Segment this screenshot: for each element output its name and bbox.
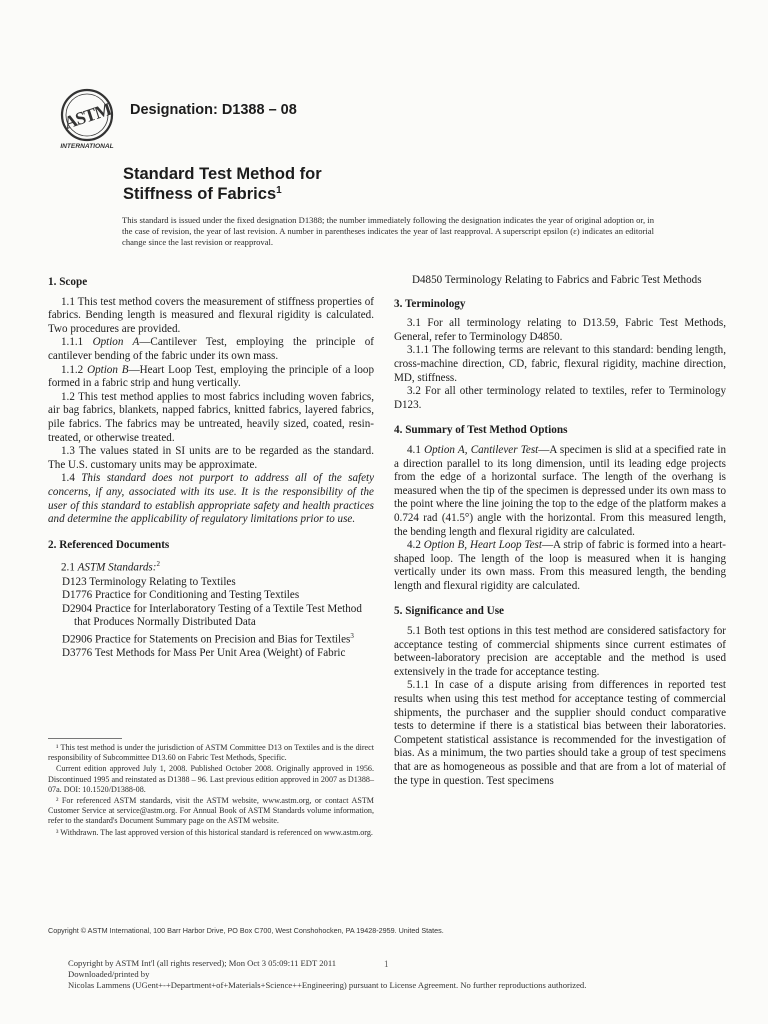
paragraph-2-1 [48,558,374,575]
option-label: Option B [87,363,129,376]
title-line-1: Standard Test Method for [123,165,322,183]
para-text: —A strip of fabric is formed into a heart-shaped loop. The length of the loop is measured when it is hanging vertically under its own mass. From this measured length, the bending length and flexural rigidity are calculated. [394,539,726,592]
reference-item: D2904 Practice for Interlaboratory Testing of a Textile Test Method that Produces Normally Distributed Data [62,602,362,629]
paragraph-1-2: 1.2 This test method applies to most fabrics including woven fabrics, air bag fabrics, blankets, napped fabrics, knitted fabrics, layered fabrics, pile fabrics. The fabrics may be untreated, heavily sized, coated, resin-treated, or otherwise treated. [48,390,374,444]
designation-text: Designation: D1388 – 08 [130,102,297,118]
option-label: Option B, Heart Loop Test [423,539,542,552]
footnote: ³ Withdrawn. The last approved version of this historical standard is referenced on www.astm.org. [56,827,373,837]
section-heading-significance: 5. Significance and Use [394,605,505,618]
right-column [394,274,726,788]
section-heading-terminology: 3. Terminology [394,297,466,310]
option-label: Option A, Cantilever Test [424,443,539,456]
footnotes [48,738,374,839]
download-line: Downloaded/printed by [68,969,150,979]
section-heading-summary: 4. Summary of Test Method Options [394,424,568,437]
paragraph-5-1-1: 5.1.1 In case of a dispute arising from differences in reported test results when using this test method for acceptance testing of commercial shipments, the purchaser and the supplier should conduct comparative tests to determine if there is a statistical bias between their laboratories. Competent statistical assistance is recommended for the investigation of bias. As a minimum, the two parties should take a group of test specimens that are as homogeneous as possible and that are from a lot of material of the type in question. Test specimens [394,679,726,787]
paragraph-4-1 [394,444,726,539]
reference-text: D2906 Practice for Statements on Precision and Bias for Textiles [62,633,351,646]
para-number: 1.1.2 [61,363,88,376]
footnote: Current edition approved July 1, 2008. Published October 2008. Originally approved in 1956. Discontinued 1995 and reinstated as D1388 – 96. Last previous edition approved in 2007 as D1388–07a. DOI: 10.1520/D1388-08. [48,764,374,794]
para-number: 4.2 [407,539,424,552]
title-footnote-mark: 1 [276,185,282,196]
issue-note: This standard is issued under the fixed designation D1388; the number immediately following the designation indicates the year of original adoption or, in the case of revision, the year of last revision. A number in parentheses indicates the year of last reapproval. A superscript epsilon (ε) indicates an editorial change since the last revision or reapproval. [122,215,654,247]
logo-subtext: INTERNATIONAL [60,143,114,150]
reference-item [48,630,374,647]
paragraph-1-1: 1.1 This test method covers the measurement of stiffness properties of fabrics. Bending length is measured and flexural rigidity is calculated. Two procedures are provided. [48,295,374,335]
footnote-divider [48,738,122,739]
copyright-line: Copyright © ASTM International, 100 Barr Harbor Drive, PO Box C700, West Conshohocken, PA 19428-2959. United States. [48,926,444,935]
paragraph-1-3: 1.3 The values stated in SI units are to be regarded as the standard. The U.S. customary units may be approximate. [48,445,374,471]
paragraph-3-1: 3.1 For all terminology relating to D13.59, Fabric Test Methods, General, refer to Terminology D4850. [394,317,726,343]
para-number: 4.1 [407,443,425,456]
paragraph-3-2: 3.2 For all other terminology related to textiles, refer to Terminology D123. [394,385,726,411]
document-title [123,164,322,204]
reference-item: D1776 Practice for Conditioning and Testing Textiles [62,589,300,602]
para-text: —Heart Loop Test, employing the principle of a loop formed in a fabric strip and hung vertically. [48,363,374,390]
download-line: Copyright by ASTM Int'l (all rights reserved); Mon Oct 3 05:09:11 EDT 2011 [68,958,337,968]
para-number: 2.1 [61,561,78,574]
footnote: ¹ This test method is under the jurisdiction of ASTM Committee D13 on Textiles and is the direct responsibility of Subcommittee D13.60 on Fabric Test Methods, Specific. [48,743,374,763]
paragraph-1-4 [48,472,374,526]
paragraph-5-1: 5.1 Both test options in this test method are considered satisfactory for acceptance testing of commercial shipments since current estimates of between-laboratory precision are acceptable and the method is used extensively in the trade for acceptance testing. [394,625,726,678]
option-label: Option A [92,336,140,349]
title-line-2 [123,184,322,204]
astm-logo-icon [54,84,120,150]
title-line-2-text: Stiffness of Fabrics [123,185,277,203]
footnote-mark: 2 [156,560,160,569]
download-line: Nicolas Lammens (UGent+-+Department+of+Materials+Science++Engineering) pursuant to License Agreement. No further reproductions authorized. [68,980,587,990]
section-heading-referenced-documents: 2. Referenced Documents [48,538,170,551]
reference-item: D3776 Test Methods for Mass Per Unit Area (Weight) of Fabric [62,647,346,660]
download-notice [68,958,586,991]
para-text: ASTM Standards: [77,561,157,574]
para-number: 1.4 [61,472,82,485]
reference-item: D4850 Terminology Relating to Fabrics and Fabric Test Methods [412,274,702,286]
section-heading-scope: 1. Scope [48,276,88,288]
paragraph-1-1-2 [48,364,374,391]
paragraph-3-1-1: 3.1.1 The following terms are relevant to this standard: bending length, cross-machine direction, CD, fabric, flexural rigidity, machine direction, MD, stiffness. [394,344,726,384]
designation-label [130,102,297,118]
para-text: This standard does not purport to address all of the safety concerns, if any, associated with its use. It is the responsibility of the user of this standard to establish appropriate safety and health practices and determine the applicability of regulatory limitations prior to use. [48,472,375,526]
left-column [48,276,374,661]
para-text: —A specimen is slid at a specified rate in a direction parallel to its long dimension, until its leading edge projects from the edge of a horizontal surface. The length of the overhang is measured when the tip of the specimen is depressed under its own mass to the point where the line joining the top to the edge of the platform makes a 0.724 rad (41.5°) angle with the horizontal. From this measured length, the bending length and flexural rigidity are calculated. [394,443,726,538]
page-number: 1 [384,959,389,969]
paragraph-1-1-1 [48,336,374,363]
reference-item: D123 Terminology Relating to Textiles [62,575,236,588]
paragraph-4-2 [394,539,726,593]
para-number: 1.1.1 [61,336,93,349]
footnote: ² For referenced ASTM standards, visit the ASTM website, www.astm.org, or contact ASTM Customer Service at service@astm.org. For Annual Book of ASTM Standards volume information, refer to the standard's Document Summary page on the ASTM website. [48,796,374,826]
footnote-mark: 3 [350,631,354,640]
logo-lettering: ASTM [61,99,114,133]
para-text: —Cantilever Test, employing the principle of cantilever bending of the fabric under its own mass. [48,336,375,362]
